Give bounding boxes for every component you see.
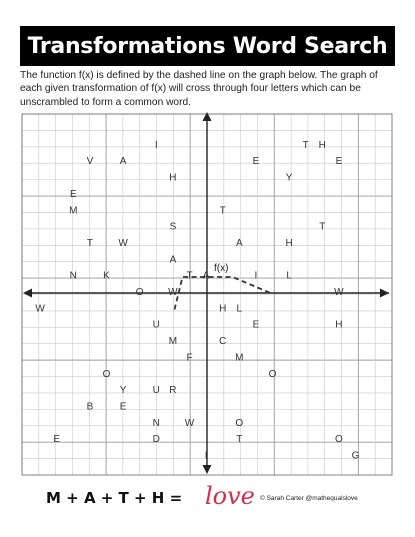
grid-letter: R [169, 385, 177, 397]
grid-letter: W [168, 287, 178, 298]
footer-credit: © Sarah Carter @mathequalslove [260, 495, 358, 502]
grid-letter: C [219, 336, 227, 348]
grid-letter: A [119, 156, 127, 168]
grid-letter: I [154, 139, 158, 151]
grid-letter: T [219, 205, 226, 217]
grid-letter: U [152, 319, 160, 331]
x-axis-arrow-right [380, 289, 389, 298]
grid-letter: W [118, 237, 128, 249]
grid-letter: H [169, 172, 177, 184]
grid-letter: M [168, 336, 178, 348]
grid-letter: T [186, 270, 193, 282]
grid-letter: H [335, 319, 343, 331]
grid-letter: T [302, 139, 309, 151]
grid-letter: Y [285, 172, 293, 184]
grid-letter: O [102, 368, 111, 380]
grid-letter: T [236, 434, 243, 446]
grid-letter: L [286, 270, 292, 282]
page-title: Transformations Word Search [27, 33, 388, 59]
grid-letter: A [169, 254, 177, 266]
grid-letter: O [135, 287, 144, 298]
grid-letter: G [351, 450, 360, 462]
footer-formula: M + A + T + H = [46, 489, 183, 507]
y-axis-arrow-top [203, 112, 212, 121]
grid-letter: O [335, 434, 343, 446]
grid-letter: A [202, 270, 210, 282]
grid-letter: V [86, 156, 94, 168]
grid-letter: A [235, 237, 243, 249]
grid-letter: I [254, 270, 258, 282]
x-axis-arrow-left [23, 289, 32, 298]
grid-letter: D [152, 434, 160, 446]
grid-letter: Y [119, 385, 127, 397]
grid-letter: U [152, 385, 160, 397]
grid-letter: N [152, 417, 160, 429]
grid-letter: F [186, 352, 193, 364]
grid-letter: I [204, 450, 208, 462]
grid-letter: L [236, 303, 243, 315]
y-axis-arrow-bottom [203, 465, 212, 474]
grid-letter: H [285, 237, 293, 249]
grid-letter: H [219, 303, 227, 315]
footer-love-script: love [205, 482, 255, 510]
grid-letter: E [69, 188, 77, 200]
grid-letter: E [53, 434, 61, 446]
grid-letter: M [235, 352, 244, 364]
grid-letter: O [235, 417, 244, 429]
grid-letter: B [86, 401, 94, 413]
grid-letter: O [268, 368, 277, 380]
grid-letter: H [318, 139, 326, 151]
grid-letter: M [69, 205, 78, 217]
grid-letter: E [252, 156, 260, 168]
grid-letter: W [35, 303, 45, 315]
grid-letter: S [169, 221, 177, 233]
function-label: f(x) [214, 263, 229, 274]
grid-letter: T [86, 237, 93, 249]
instructions-text: The function f(x) is defined by the dashed line on the graph below. The graph of each given transformation of f(x) will cross through four letters which can be unscrambled to form a common word. [20, 70, 378, 108]
grid-letter: E [335, 156, 343, 168]
grid-letter: N [69, 270, 77, 282]
grid-letter: W [184, 417, 195, 429]
grid-letter: E [252, 319, 260, 331]
grid-letter: W [334, 287, 344, 298]
grid-letter: E [119, 401, 127, 413]
letter-grid [35, 140, 359, 462]
grid-letter: T [319, 221, 326, 233]
grid-letter: K [103, 270, 110, 282]
